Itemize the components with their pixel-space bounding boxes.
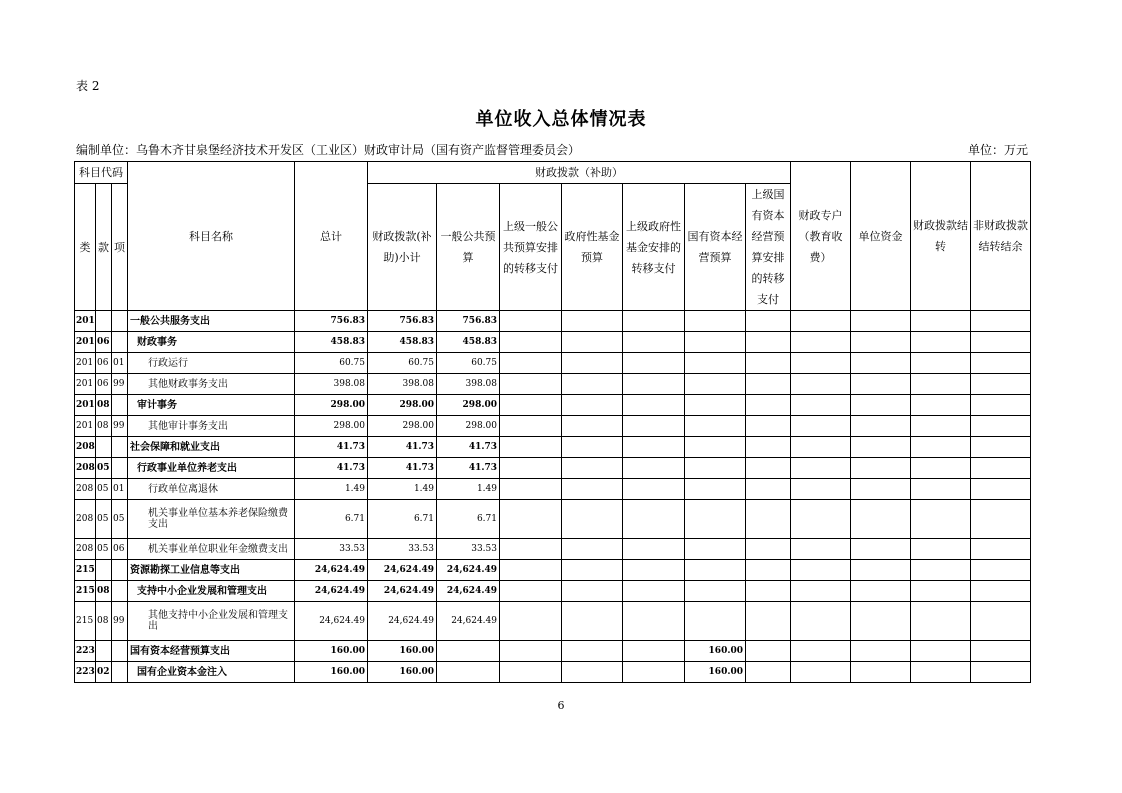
subtotal-cell: 160.00 — [368, 662, 437, 683]
total-cell: 60.75 — [295, 353, 368, 374]
general-budget-cell: 1.49 — [437, 479, 500, 500]
xiang-cell — [112, 560, 128, 581]
state-capital-cell — [685, 395, 746, 416]
table-row — [75, 437, 1031, 458]
xiang-cell — [112, 311, 128, 332]
upper-general-transfer-header: 上级一般公共预算安排的转移支付 — [500, 184, 562, 311]
xiang-cell: 01 — [112, 353, 128, 374]
kuan-cell: 08 — [96, 602, 112, 641]
state-capital-cell — [685, 374, 746, 395]
special-account-header: 财政专户（教育收费） — [791, 162, 851, 311]
kuan-cell — [96, 641, 112, 662]
total-cell: 160.00 — [295, 662, 368, 683]
subtotal-cell: 458.83 — [368, 332, 437, 353]
xiang-cell: 06 — [112, 539, 128, 560]
lei-cell: 201 — [75, 353, 96, 374]
total-cell: 458.83 — [295, 332, 368, 353]
fiscal-group-header: 财政拨款（补助） — [368, 162, 791, 184]
general-budget-cell: 6.71 — [437, 500, 500, 539]
kuan-cell: 08 — [96, 416, 112, 437]
state-capital-cell — [685, 479, 746, 500]
item-name-cell: 资源勘探工业信息等支出 — [128, 560, 295, 581]
subtotal-cell: 756.83 — [368, 311, 437, 332]
kuan-header: 款 — [96, 184, 112, 311]
table-row — [75, 353, 1031, 374]
table-row — [75, 662, 1031, 683]
xiang-header: 项 — [112, 184, 128, 311]
state-capital-cell — [685, 581, 746, 602]
subtotal-cell: 160.00 — [368, 641, 437, 662]
state-capital-cell — [685, 311, 746, 332]
kuan-cell — [96, 437, 112, 458]
kuan-cell: 06 — [96, 374, 112, 395]
xiang-cell — [112, 662, 128, 683]
lei-cell: 208 — [75, 479, 96, 500]
compiling-unit: 编制单位：乌鲁木齐甘泉堡经济技术开发区（工业区）财政审计局（国有资产监督管理委员会） — [76, 143, 581, 157]
lei-cell: 215 — [75, 602, 96, 641]
state-capital-cell — [685, 560, 746, 581]
item-name-cell: 行政运行 — [128, 353, 295, 374]
general-budget-cell: 398.08 — [437, 374, 500, 395]
income-table — [74, 161, 1031, 683]
item-name-cell: 其他财政事务支出 — [128, 374, 295, 395]
table-row — [75, 311, 1031, 332]
table-row — [75, 641, 1031, 662]
xiang-cell: 01 — [112, 479, 128, 500]
lei-cell: 201 — [75, 332, 96, 353]
lei-cell: 223 — [75, 662, 96, 683]
kuan-cell — [96, 560, 112, 581]
subtotal-cell: 41.73 — [368, 458, 437, 479]
total-cell: 756.83 — [295, 311, 368, 332]
item-name-cell: 社会保障和就业支出 — [128, 437, 295, 458]
table-row — [75, 374, 1031, 395]
kuan-cell: 05 — [96, 458, 112, 479]
kuan-cell — [96, 311, 112, 332]
state-capital-header: 国有资本经营预算 — [685, 184, 746, 311]
item-name-cell: 国有资本经营预算支出 — [128, 641, 295, 662]
general-budget-cell: 41.73 — [437, 437, 500, 458]
item-name-cell: 机关事业单位基本养老保险缴费支出 — [128, 500, 295, 539]
kuan-cell: 05 — [96, 539, 112, 560]
lei-header: 类 — [75, 184, 96, 311]
xiang-cell — [112, 437, 128, 458]
table-row — [75, 416, 1031, 437]
kuan-cell: 02 — [96, 662, 112, 683]
table-row — [75, 458, 1031, 479]
xiang-cell: 99 — [112, 416, 128, 437]
item-name-cell: 一般公共服务支出 — [128, 311, 295, 332]
lei-cell: 208 — [75, 437, 96, 458]
table-row — [75, 539, 1031, 560]
lei-cell: 208 — [75, 500, 96, 539]
item-name-cell: 国有企业资本金注入 — [128, 662, 295, 683]
subtotal-cell: 24,624.49 — [368, 560, 437, 581]
kuan-cell: 08 — [96, 581, 112, 602]
general-budget-cell — [437, 662, 500, 683]
xiang-cell — [112, 332, 128, 353]
kuan-cell: 05 — [96, 500, 112, 539]
fiscal-subtotal-header: 财政拨款(补助)小计 — [368, 184, 437, 311]
state-capital-cell — [685, 416, 746, 437]
lei-cell: 208 — [75, 458, 96, 479]
table-row — [75, 560, 1031, 581]
table-row — [75, 332, 1031, 353]
currency-unit: 单位：万元 — [967, 143, 1028, 157]
total-cell: 160.00 — [295, 641, 368, 662]
xiang-cell — [112, 395, 128, 416]
subtotal-cell: 298.00 — [368, 395, 437, 416]
kuan-cell: 06 — [96, 353, 112, 374]
total-cell: 1.49 — [295, 479, 368, 500]
unit-fund-header: 单位资金 — [851, 162, 911, 311]
item-name-cell: 行政单位离退休 — [128, 479, 295, 500]
xiang-cell: 05 — [112, 500, 128, 539]
item-name-cell: 支持中小企业发展和管理支出 — [128, 581, 295, 602]
item-name-cell: 其他支持中小企业发展和管理支出 — [128, 602, 295, 641]
general-budget-cell: 756.83 — [437, 311, 500, 332]
lei-cell: 215 — [75, 560, 96, 581]
upper-capital-transfer-header: 上级国有资本经营预算安排的转移支付 — [746, 184, 791, 311]
state-capital-cell — [685, 602, 746, 641]
lei-cell: 201 — [75, 311, 96, 332]
lei-cell: 208 — [75, 539, 96, 560]
subtotal-cell: 33.53 — [368, 539, 437, 560]
fiscal-carryover-header: 财政拨款结转 — [911, 162, 971, 311]
table-row — [75, 602, 1031, 641]
item-name-header: 科目名称 — [128, 162, 295, 311]
state-capital-cell: 160.00 — [685, 662, 746, 683]
total-cell: 298.00 — [295, 416, 368, 437]
subtotal-cell: 398.08 — [368, 374, 437, 395]
gov-fund-header: 政府性基金预算 — [562, 184, 623, 311]
general-budget-cell: 298.00 — [437, 395, 500, 416]
xiang-cell: 99 — [112, 602, 128, 641]
total-cell: 33.53 — [295, 539, 368, 560]
state-capital-cell: 160.00 — [685, 641, 746, 662]
table-row — [75, 500, 1031, 539]
subtotal-cell: 298.00 — [368, 416, 437, 437]
total-cell: 41.73 — [295, 458, 368, 479]
code-group-header: 科目代码 — [75, 162, 128, 184]
general-budget-cell: 41.73 — [437, 458, 500, 479]
lei-cell: 201 — [75, 416, 96, 437]
state-capital-cell — [685, 332, 746, 353]
total-cell: 298.00 — [295, 395, 368, 416]
lei-cell: 201 — [75, 374, 96, 395]
page-number: 6 — [557, 699, 565, 712]
subtotal-cell: 24,624.49 — [368, 602, 437, 641]
general-budget-cell — [437, 641, 500, 662]
total-cell: 24,624.49 — [295, 560, 368, 581]
item-name-cell: 行政事业单位养老支出 — [128, 458, 295, 479]
state-capital-cell — [685, 437, 746, 458]
general-budget-cell: 298.00 — [437, 416, 500, 437]
subtotal-cell: 6.71 — [368, 500, 437, 539]
general-budget-cell: 60.75 — [437, 353, 500, 374]
kuan-cell: 08 — [96, 395, 112, 416]
general-budget-cell: 24,624.49 — [437, 602, 500, 641]
general-budget-cell: 24,624.49 — [437, 560, 500, 581]
upper-fund-transfer-header: 上级政府性基金安排的转移支付 — [623, 184, 685, 311]
lei-cell: 201 — [75, 395, 96, 416]
general-budget-cell: 458.83 — [437, 332, 500, 353]
xiang-cell — [112, 458, 128, 479]
item-name-cell: 审计事务 — [128, 395, 295, 416]
xiang-cell — [112, 641, 128, 662]
kuan-cell: 06 — [96, 332, 112, 353]
general-budget-cell: 33.53 — [437, 539, 500, 560]
state-capital-cell — [685, 353, 746, 374]
page-title: 单位收入总体情况表 — [475, 109, 647, 130]
subtotal-cell: 60.75 — [368, 353, 437, 374]
general-budget-cell: 24,624.49 — [437, 581, 500, 602]
item-name-cell: 其他审计事务支出 — [128, 416, 295, 437]
total-cell: 398.08 — [295, 374, 368, 395]
item-name-cell: 财政事务 — [128, 332, 295, 353]
state-capital-cell — [685, 458, 746, 479]
total-header: 总计 — [295, 162, 368, 311]
table-row — [75, 581, 1031, 602]
total-cell: 24,624.49 — [295, 602, 368, 641]
kuan-cell: 05 — [96, 479, 112, 500]
table-row — [75, 395, 1031, 416]
nonfiscal-carryover-header: 非财政拨款结转结余 — [971, 162, 1031, 311]
general-budget-header: 一般公共预算 — [437, 184, 500, 311]
total-cell: 41.73 — [295, 437, 368, 458]
total-cell: 24,624.49 — [295, 581, 368, 602]
xiang-cell — [112, 581, 128, 602]
state-capital-cell — [685, 539, 746, 560]
state-capital-cell — [685, 500, 746, 539]
total-cell: 6.71 — [295, 500, 368, 539]
table-row — [75, 479, 1031, 500]
xiang-cell: 99 — [112, 374, 128, 395]
item-name-cell: 机关事业单位职业年金缴费支出 — [128, 539, 295, 560]
subtotal-cell: 41.73 — [368, 437, 437, 458]
subtotal-cell: 24,624.49 — [368, 581, 437, 602]
subtotal-cell: 1.49 — [368, 479, 437, 500]
lei-cell: 223 — [75, 641, 96, 662]
lei-cell: 215 — [75, 581, 96, 602]
table-number: 表 2 — [76, 79, 100, 93]
